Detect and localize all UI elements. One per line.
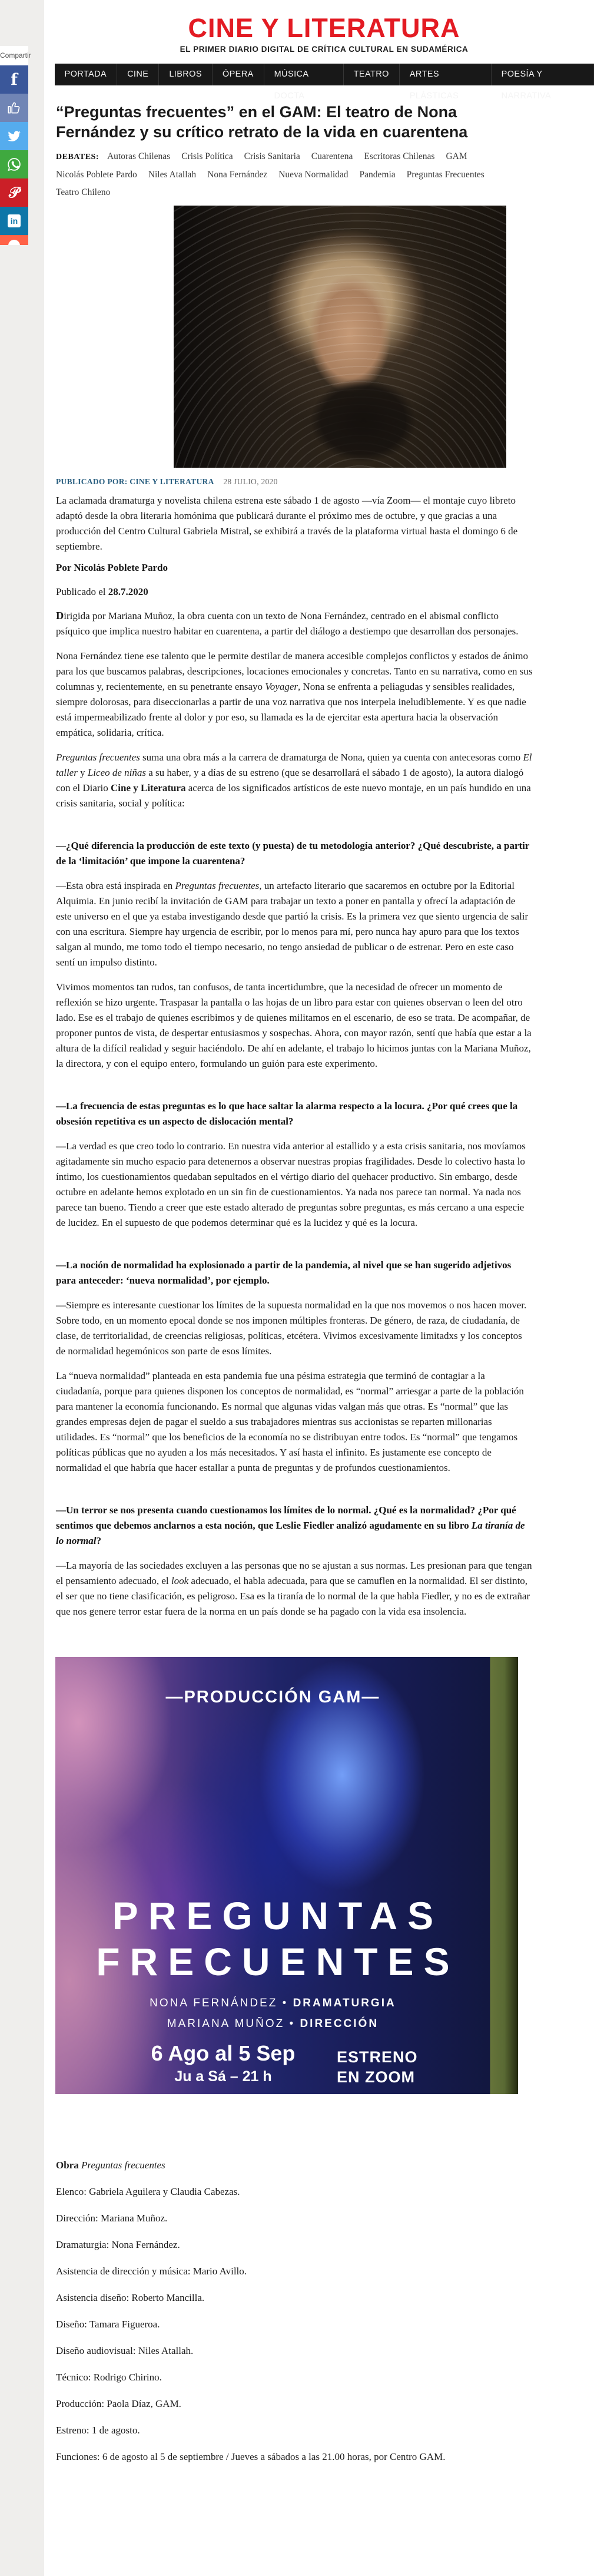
credit-label: Producción: (56, 2398, 107, 2410)
credit-value: Mariana Muñoz. (101, 2213, 168, 2224)
credit-value: Rodrigo Chirino. (93, 2372, 162, 2383)
published-date-line (56, 586, 533, 598)
nav-item[interactable]: POESÍA Y NARRATIVA (492, 64, 594, 85)
main-nav (55, 64, 594, 101)
tag-link[interactable]: Crisis Política (181, 151, 233, 162)
article-byline: Por Nicolás Poblete Pardo (56, 562, 168, 574)
text-segment: —Un terror se nos presenta cuando cuestionamos los límites de lo normal. ¿Qué es la normalidad? ¿Por qué sentimos que debemos anclarnos a esta noción, que Leslie Fiedler analizó agudamente en su libro (56, 1504, 516, 1532)
nav-item[interactable]: TEATRO (344, 64, 400, 85)
tag-row (56, 150, 533, 163)
text-segment: Preguntas frecuentes (175, 880, 260, 892)
text-segment: La “nueva normalidad” planteada en esta pandemia fue una pésima estrategia que terminó de contagiar a la ciudadanía, porque para quienes disponen los conceptos de normalidad, es “normal” arriesgar a parte de la población para mantener la economía funcionando. Es normal que algunas vidas valgan más que otras. Es “normal” que las grandes empresas dejen de pagar el sueldo a sus trabajadores mientras sus accionistas se reparten millonarias utilidades. Es “normal” que los beneficios de la economía no se distribuyan entre todos. Es “normal” que tengamos políticas públicas que no ayuden a los más necesitados. Y así hasta el infinito. Es justamente ese concepto de normalidad el que habría que hacer estallar a punta de preguntas y de profundos cuestionamientos. (56, 1370, 524, 1474)
tag-row (56, 168, 533, 181)
share-label: Compartir (0, 46, 28, 65)
site-tagline: EL PRIMER DIARIO DIGITAL DE CRÍTICA CULTURAL EN SUDAMÉRICA (180, 45, 469, 54)
article-meta (56, 477, 533, 487)
tag-link[interactable]: Autoras Chilenas (107, 151, 171, 162)
article-paragraph (56, 1258, 533, 1288)
poster-dates (132, 2041, 314, 2085)
credit-value: Mario Avillo. (193, 2266, 247, 2277)
credit-value: Preguntas frecuentes (81, 2160, 165, 2171)
article-paragraph (56, 1558, 533, 1619)
tag-link[interactable]: Teatro Chileno (56, 187, 111, 198)
site-header (44, 0, 604, 101)
credit-value: Tamara Figueroa. (89, 2319, 160, 2330)
text-segment: y (77, 767, 88, 779)
credit-line (56, 2290, 533, 2306)
text-segment: a su haber, y a días de su estreno (que se desarrollará el sábado 1 de agosto), la autora dialogó con el Diario (56, 767, 524, 794)
share-bar (0, 46, 31, 245)
credit-line (56, 2184, 533, 2200)
content-area (44, 0, 604, 2576)
published-date: 28.7.2020 (108, 586, 148, 598)
article-lead: La aclamada dramaturga y novelista chilena estrena este sábado 1 de agosto —vía Zoom— el montaje cuyo libreto adaptó desde la obra literaria homónima que publicará durante el próximo mes de octubre, y que gracias a una producción del Centro Cultural Gabriela Mistral, se exhibirá a través de la plataforma virtual hasta el domingo 6 de septiembre. (56, 495, 518, 553)
text-segment: —Esta obra está inspirada en (56, 880, 175, 892)
text-segment: —La verdad es que creo todo lo contrario. En nuestra vida anterior al estallido y a esta crisis sanitaria, nos movíamos agitadamente sin mucho espacio para detenernos a observar nuestras propias fragilidades. Desde lo colectivo hasta lo íntimo, los cuestionamientos quedaban sepultados en el vértigo diario del quehacer productivo. Sin embargo, desde octubre en adelante hemos explotado en un sin fin de cuestionamientos. Ya nada nos parece tan normal. Ya nada nos parece tan bueno. Tiendo a creer que este estado alterado de preguntas sobre preguntas, es más cercano a una especie de lucidez. En el supuesto de que podemos determinar qué es la lucidez y qué es la locura. (56, 1140, 526, 1229)
poster-title-line1: PREGUNTAS (112, 1894, 444, 1938)
credit-line (56, 2211, 533, 2226)
poster-premiere-line1: ESTRENO (337, 2048, 418, 2066)
nav-item[interactable]: PORTADA (55, 64, 118, 85)
poster-date-range: 6 Ago al 5 Sep (151, 2041, 296, 2066)
text-segment: El taller (56, 752, 532, 779)
poster-credit-line: MARIANA MUÑOZ • DIRECCIÓN (167, 2018, 379, 2031)
text-segment: , un artefacto literario que sacaremos en octubre por la Editorial Alquimia. En junio recibí la invitación de GAM para trabajar un texto a poner en pantalla y ofrecí la adaptación de este universo en el que ya estaba investigando desde que partió la crisis. Es la primera vez que siento urgencia de salir con una escritura. Siempre hay urgencia de escribir, por lo menos para mí, pero nunca hay apuro para que los textos salgan al mundo, me tomo todo el tiempo necesario, no tengo ansiedad de publicar o de estrenar. Pero en este caso sentí un impulso distinto. (56, 880, 529, 968)
article-paragraph (56, 750, 533, 811)
article-paragraph (56, 1503, 533, 1549)
tag-row (56, 186, 533, 199)
poster-schedule: Ju a Sá – 21 h (174, 2068, 272, 2085)
article-paragraph (56, 980, 533, 1072)
credit-line (56, 2317, 533, 2332)
text-segment: Liceo de niñas (87, 767, 146, 779)
tag-link[interactable]: Pandemia (359, 170, 396, 180)
nav-item[interactable]: CINE (117, 64, 159, 85)
text-segment: Preguntas frecuentes (56, 752, 140, 763)
text-segment: Dirigida por Mariana Muñoz, la obra cuenta con un texto de Nona Fernández, centrado en el abismal conflicto psíquico que implica nuestro habitar en cuarentena, a partir del diálogo a destiempo que desarrollan dos personajes. (56, 610, 519, 637)
nav-item[interactable]: ÓPERA (213, 64, 264, 85)
text-segment: Vivimos momentos tan rudos, tan confusos, de tanta incertidumbre, que la necesidad de ofrecer un momento de reflexión se hizo urgente. Traspasar la pantalla o las hojas de un libro para estar con quienes observan o leen del otro lado. Ese es el trabajo de quienes escribimos y de quienes militamos en el escenario, de eso se trata. De acompañar, de proponer puntos de vista, de despertar entusiasmos y sospechas. Ahora, con mayor razón, sentí que había que estar a la altura de la difícil realidad y seguir haciéndolo. De ahí en adelante, el trabajo lo hicimos juntas con la Mariana Muñoz, la directora, y con el equipo entero, formulando un guión para este experimento. (56, 981, 532, 1070)
credit-label: Técnico: (56, 2372, 94, 2383)
thumbs-up-icon (6, 100, 22, 115)
credit-value: 1 de agosto. (91, 2425, 140, 2436)
credit-label: Funciones: (56, 2451, 102, 2463)
credit-value: Gabriela Aguilera y Claudia Cabezas. (89, 2186, 240, 2198)
credit-label: Dramaturgia: (56, 2239, 112, 2251)
credit-line (56, 2396, 533, 2412)
linkedin-share-button[interactable] (0, 207, 28, 235)
publisher-link[interactable]: CINE Y LITERATURA (130, 477, 214, 487)
credit-line (56, 2423, 533, 2438)
event-poster (55, 1657, 518, 2094)
credit-line (56, 2237, 533, 2253)
credit-label: Estreno: (56, 2425, 92, 2436)
text-segment: suma una obra más a la carrera de dramaturga de Nona, quien ya cuenta con antecesoras como (140, 752, 523, 763)
article-body (56, 608, 533, 1619)
credit-value: 6 de agosto al 5 de septiembre / Jueves a sábados a las 21.00 horas, por Centro GAM. (102, 2451, 446, 2463)
article-paragraph (56, 878, 533, 970)
twitter-share-button[interactable] (0, 122, 28, 150)
credit-line (56, 2158, 533, 2173)
credit-line (56, 2343, 533, 2359)
text-segment: , Nona se enfrenta a peliagudas y sensibles realidades, siempre dolorosas, para diseccionarlas a partir de una voz narrativa que nos interpela ineludiblemente. Y es que nadie está impermeabilizado frente al dolor y por eso, su llamada es la de ejercitar esta apertura hacia la observación empática, solidaria, crítica. (56, 681, 526, 739)
site-logo[interactable]: CINE Y LITERATURA (188, 13, 460, 43)
text-segment: ? (96, 1535, 101, 1547)
text-segment: —La mayoría de las sociedades excluyen a las personas que no se ajustan a sus normas. Les presionan para que tengan el pensamiento adecuado, el (56, 1560, 532, 1587)
article-paragraph (56, 608, 533, 639)
pinterest-share-button[interactable] (0, 178, 28, 207)
credit-label: Asistencia diseño: (56, 2292, 132, 2304)
credit-label: Elenco: (56, 2186, 89, 2198)
more-share-icon (8, 240, 20, 245)
tag-link[interactable]: Nona Fernández (207, 170, 268, 180)
credit-line (56, 2264, 533, 2279)
text-segment: Cine y Literatura (111, 782, 186, 794)
article-title: “Preguntas frecuentes” en el GAM: El teatro de Nona Fernández y su crítico retrato de la vida en cuarentena (56, 103, 468, 141)
production-credits (56, 2158, 533, 2494)
tag-link[interactable]: Cuarentena (311, 151, 353, 162)
text-segment: —La frecuencia de estas preguntas es lo que hace saltar la alarma respecto a la locura. ¿Por qué crees que la obsesión repetitiva es un aspecto de dislocación mental? (56, 1100, 518, 1127)
poster-premiere (337, 2047, 472, 2087)
credit-value: Niles Atallah. (138, 2345, 194, 2357)
tag-link[interactable]: Escritoras Chilenas (364, 151, 435, 162)
hero-image (174, 206, 506, 468)
credit-label: Asistencia de dirección y música: (56, 2266, 193, 2277)
text-segment: —¿Qué diferencia la producción de este texto (y puesta) de tu metodología anterior? ¿Qué descubriste, a partir de la ‘limitación’ que impone la cuarentena? (56, 840, 530, 867)
pinterest-icon: 𝒫 (8, 184, 20, 201)
article-paragraph (56, 1368, 533, 1476)
tag-link[interactable]: Nicolás Poblete Pardo (56, 170, 137, 180)
facebook-icon: f (11, 70, 18, 89)
credit-value: Paola Díaz, GAM. (107, 2398, 181, 2410)
tags-label: DEBATES: (56, 153, 99, 162)
whatsapp-share-button[interactable] (0, 150, 28, 178)
tag-link[interactable]: GAM (446, 151, 467, 162)
poster-kicker: —PRODUCCIÓN GAM— (165, 1688, 380, 1707)
article (56, 102, 533, 2494)
text-segment: —La noción de normalidad ha explosionado a partir de la pandemia, al nivel que se han sugerido adjetivos para anteceder: ‘nueva normalidad’, por ejemplo. (56, 1259, 512, 1287)
credit-value: Roberto Mancilla. (131, 2292, 205, 2304)
credit-label: Dirección: (56, 2213, 101, 2224)
text-segment: acerca de los significados artísticos de este nuevo montaje, en un país hundido en una crisis sanitaria, social y política: (56, 782, 531, 809)
article-tags (56, 150, 533, 199)
published-by-label: PUBLICADO POR: (56, 477, 128, 487)
credit-label: Diseño audiovisual: (56, 2345, 138, 2357)
more-share-button[interactable] (0, 235, 28, 245)
text-segment: —Siempre es interesante cuestionar los límites de la supuesta normalidad en la que nos movemos o nos hacen mover. Sobre todo, en un momento epocal donde se nos imponen múltiples fronteras. De género, de raza, de ciudadanía, de clase, de territorialidad, de creencias religiosas, políticas, etcétera. Vivimos excesivamente limitadxs y los conceptos de normalidad hegemónicos son parte de esos límites. (56, 1299, 527, 1357)
article-paragraph (56, 649, 533, 740)
credit-label: Diseño: (56, 2319, 89, 2330)
text-segment: Voyager (265, 681, 298, 693)
linkedin-icon: in (8, 214, 21, 227)
tag-link[interactable]: Crisis Sanitaria (244, 151, 300, 162)
poster-title (55, 1893, 490, 1985)
article-paragraph (56, 838, 533, 869)
facebook-like-button[interactable] (0, 94, 28, 122)
poster-credit-line: NONA FERNÁNDEZ • DRAMATURGIA (150, 1997, 396, 2010)
facebook-share-button[interactable] (0, 65, 28, 94)
article-paragraph (56, 1099, 533, 1129)
poster-title-line2: FRECUENTES (96, 1940, 460, 1984)
poster-credits (55, 1993, 490, 2034)
text-segment: La tiranía de lo normal (56, 1520, 525, 1547)
text-segment: look (171, 1575, 189, 1587)
published-label: Publicado el (56, 586, 108, 598)
nav-item[interactable]: MÚSICA DOCTA (264, 64, 344, 85)
nav-item[interactable]: LIBROS (159, 64, 213, 85)
twitter-bird-icon (6, 128, 22, 144)
article-date: 28 JULIO, 2020 (223, 477, 278, 487)
article-paragraph (56, 1139, 533, 1231)
poster-premiere-line2: EN ZOOM (337, 2068, 415, 2086)
credit-line (56, 2370, 533, 2385)
nav-item[interactable]: ARTES PLÁSTICAS (400, 64, 492, 85)
tag-link[interactable]: Preguntas Frecuentes (406, 170, 484, 180)
tag-link[interactable]: Niles Atallah (148, 170, 197, 180)
tag-link[interactable]: Nueva Normalidad (278, 170, 349, 180)
credit-label: Obra (56, 2160, 81, 2171)
credit-line (56, 2449, 533, 2465)
text-segment: adecuado, el habla adecuada, para que se camuflen en la normalidad. El ser distinto, el ser que no tiene clasificación, es peligroso. Esa es la tiranía de lo normal de la que habla Fiedler, y no es de extrañar que nos genere terror estar fuera de la norma en un país donde se ha pagado con la vida esa insolencia. (56, 1575, 530, 1618)
text-segment: Nona Fernández tiene ese talento que le permite destilar de manera accesible complejos conflictos y estados de ánimo para los que buscamos palabras, descripciones, locaciones emocionales y concretas. Tanto en su narrativa, como en sus columnas y, recientemente, en su penetrante ensayo (56, 650, 533, 693)
article-paragraph (56, 1298, 533, 1359)
whatsapp-icon (6, 156, 22, 173)
credit-value: Nona Fernández. (111, 2239, 180, 2251)
